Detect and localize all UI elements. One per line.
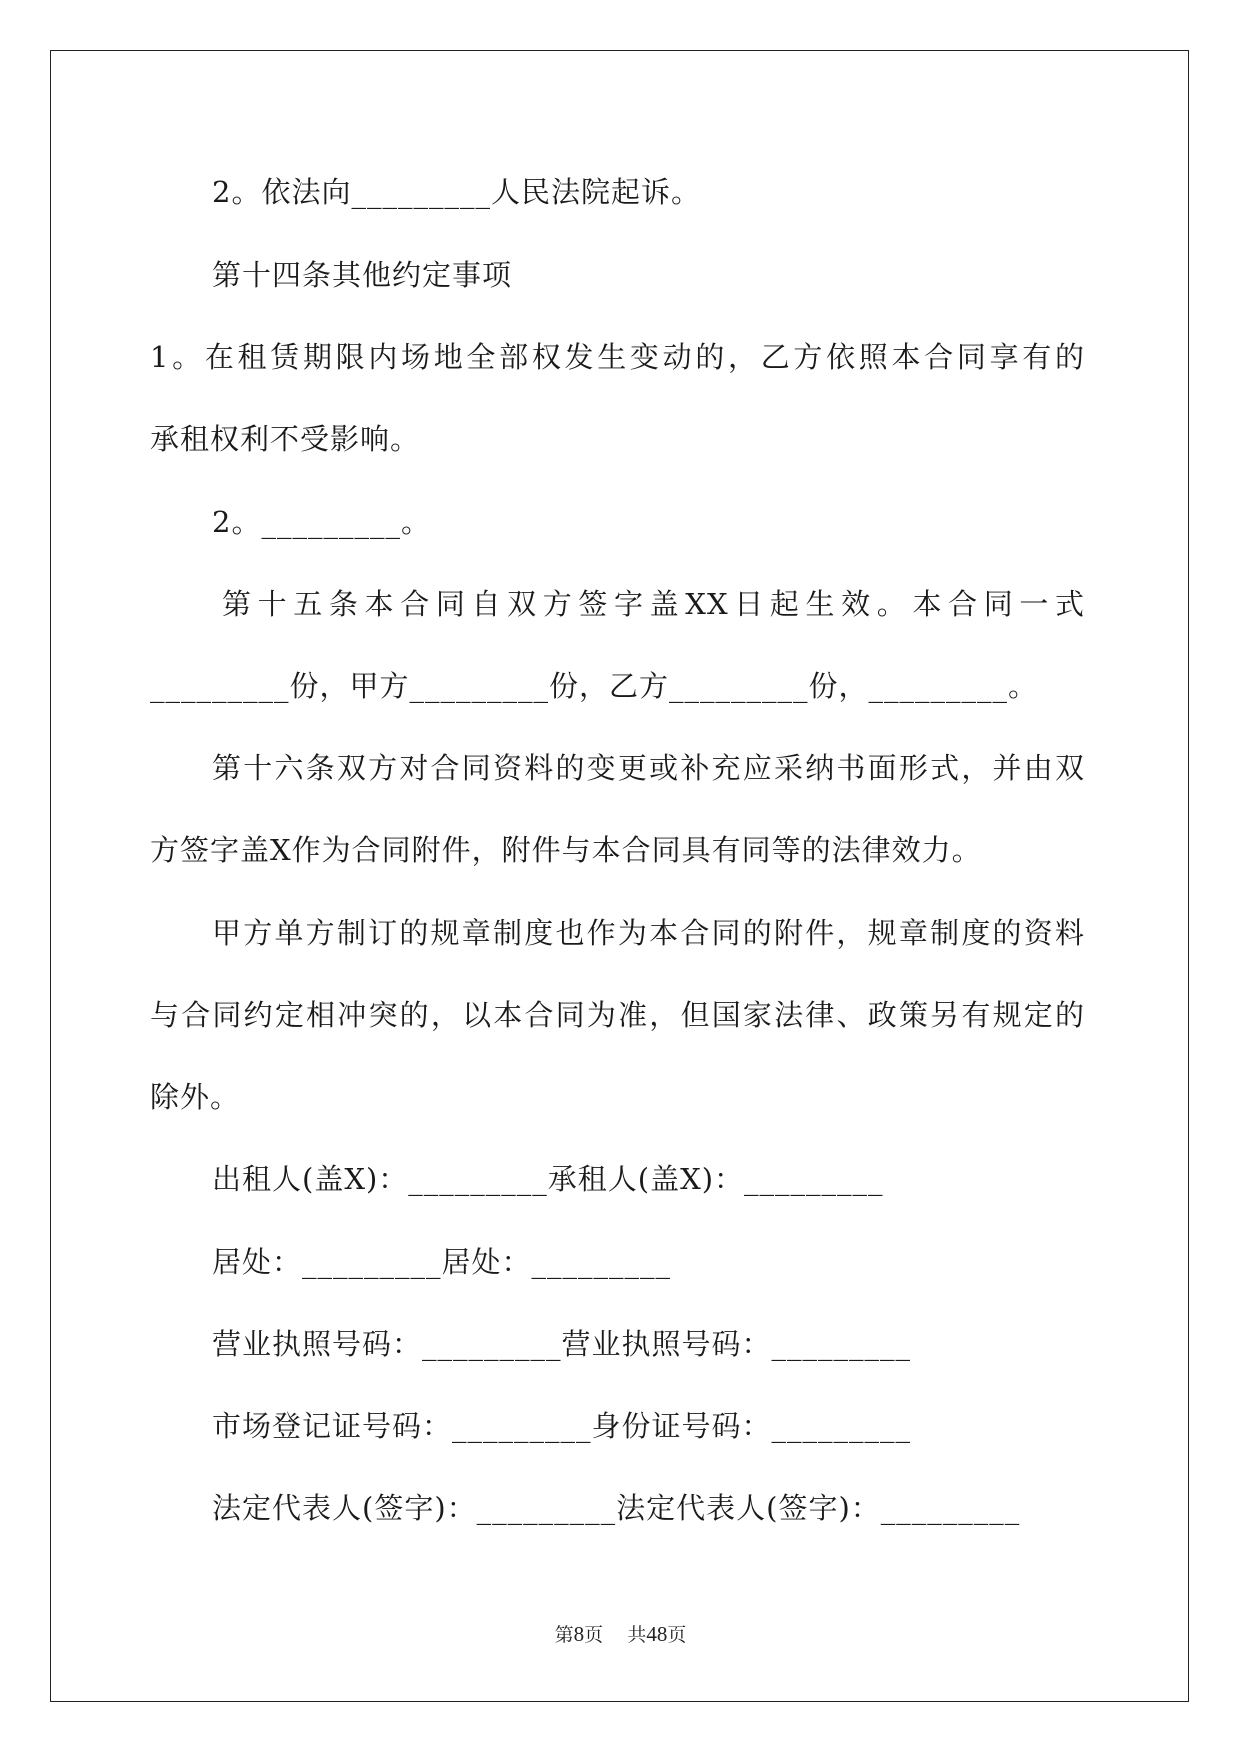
clause-14-heading: 第十四条其他约定事项: [212, 258, 513, 292]
clause-16-line-2: 方签字盖X作为合同附件，附件与本合同具有同等的法律效力。: [150, 833, 982, 867]
footer-page-prefix: 第: [554, 1624, 574, 1646]
footer-page-suffix: 页: [584, 1624, 604, 1646]
footer-total-prefix: 共: [627, 1624, 647, 1646]
clause-15-line-2: _________份，甲方_________份，乙方_________份，_________。: [150, 669, 1039, 703]
footer-total-suffix: 页: [667, 1624, 687, 1646]
clause-13-item-2: 2。依法向_________人民法院起诉。: [212, 175, 701, 209]
signature-residence: 居处：_________居处：_________: [212, 1245, 672, 1279]
page-footer: [0, 1622, 1241, 1647]
regulations-para-line-2: 与合同约定相冲突的，以本合同为准，但国家法律、政策另有规定的: [150, 998, 1085, 1032]
clause-15-line-1: 第十五条本合同自双方签字盖XX日起生效。本合同一式: [222, 587, 1085, 621]
clause-14-item-1-line-2: 承租权利不受影响。: [150, 422, 421, 456]
footer-page-number: 8: [573, 1622, 585, 1646]
regulations-para-line-3: 除外。: [150, 1080, 241, 1114]
signature-lessor-lessee: 出租人(盖X)：_________承租人(盖X)：_________: [212, 1162, 884, 1196]
clause-14-item-2: 2。_________。: [212, 505, 431, 539]
regulations-para-line-1: 甲方单方制订的规章制度也作为本合同的附件，规章制度的资料: [212, 916, 1085, 950]
signature-registration-id: 市场登记证号码：_________身份证号码：_________: [212, 1409, 912, 1443]
signature-business-license: 营业执照号码：_________营业执照号码：_________: [212, 1327, 912, 1361]
clause-16-line-1: 第十六条双方对合同资料的变更或补充应采纳书面形式，并由双: [212, 751, 1085, 785]
signature-legal-representative: 法定代表人(签字)：_________法定代表人(签字)：_________: [212, 1491, 1021, 1525]
footer-total-pages: 48: [646, 1622, 668, 1646]
clause-14-item-1-line-1: 1。在租赁期限内场地全部权发生变动的，乙方依照本合同享有的: [150, 340, 1085, 374]
page-border: [50, 50, 1189, 1702]
